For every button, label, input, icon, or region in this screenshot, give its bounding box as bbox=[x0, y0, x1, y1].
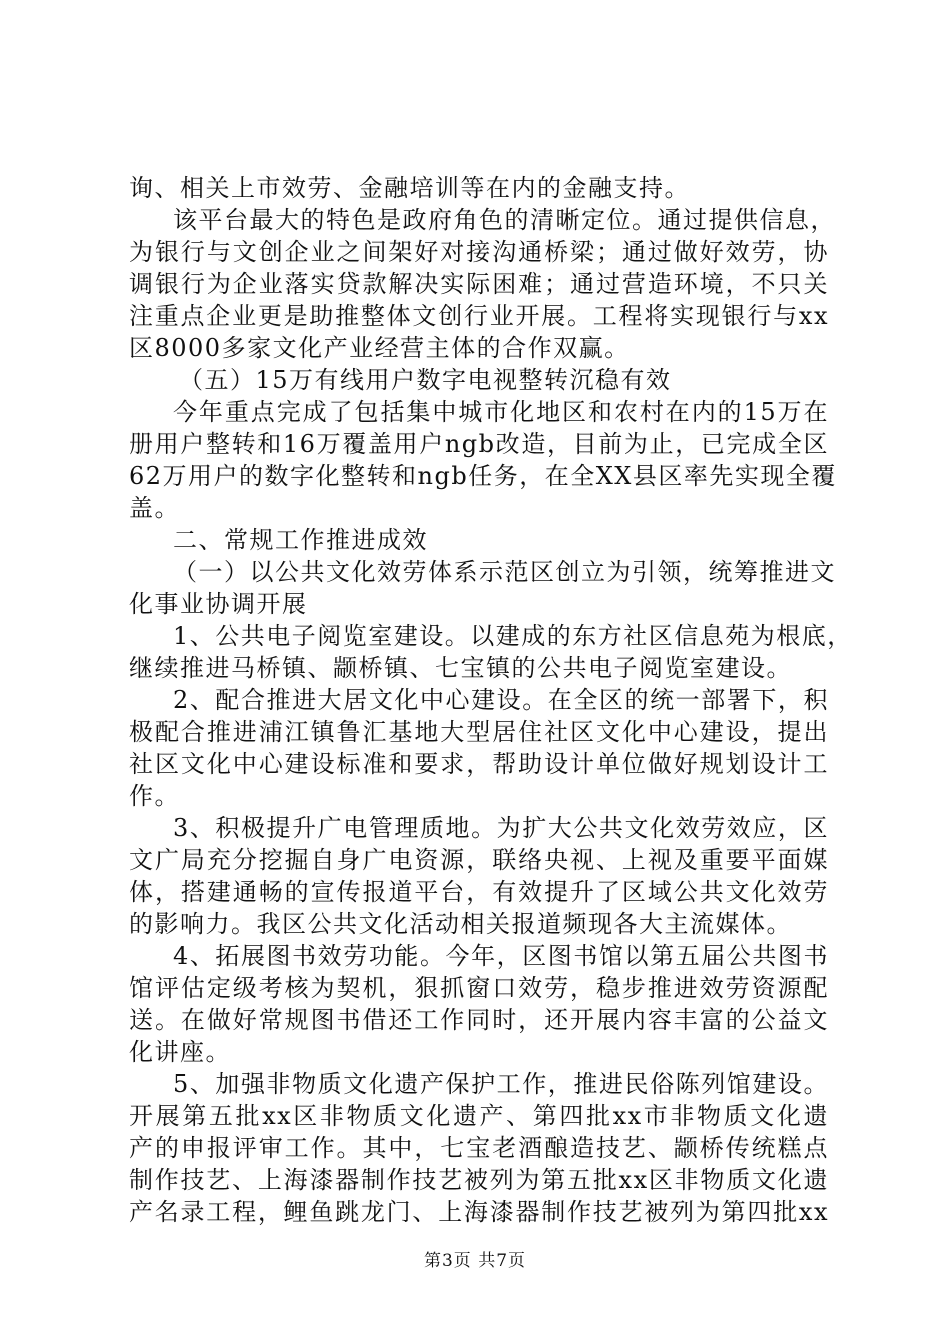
subsection-heading: 化事业协调开展 bbox=[129, 590, 308, 618]
text-line: 制作技艺、上海漆器制作技艺被列为第五批xx区非物质文化遗 bbox=[129, 1166, 829, 1194]
text-line: 作。 bbox=[129, 782, 180, 810]
text-line: 产的申报评审工作。其中，七宝老酒酿造技艺、颛桥传统糕点 bbox=[129, 1134, 829, 1162]
text-line: 继续推进马桥镇、颛桥镇、七宝镇的公共电子阅览室建设。 bbox=[129, 654, 792, 682]
text-line: 调银行为企业落实贷款解决实际困难；通过营造环境，不只关 bbox=[129, 270, 829, 298]
page-number-footer: 第3页 共7页 bbox=[423, 1251, 527, 1271]
text-line: 5、加强非物质文化遗产保护工作，推进民俗陈列馆建设。 bbox=[173, 1070, 829, 1098]
text-line: 社区文化中心建设标准和要求，帮助设计单位做好规划设计工 bbox=[129, 750, 829, 778]
text-line: 询、相关上市效劳、金融培训等在内的金融支持。 bbox=[129, 174, 690, 202]
section-heading: （五）15万有线用户数字电视整转沉稳有效 bbox=[179, 366, 672, 394]
text-line: 4、拓展图书效劳功能。今年，区图书馆以第五届公共图书 bbox=[173, 942, 829, 970]
text-line: 馆评估定级考核为契机，狠抓窗口效劳，稳步推进效劳资源配 bbox=[129, 974, 829, 1002]
text-line: 区8000多家文化产业经营主体的合作双赢。 bbox=[129, 334, 630, 362]
text-line: 送。在做好常规图书借还工作同时，还开展内容丰富的公益文 bbox=[129, 1006, 829, 1034]
text-line: 注重点企业更是助推整体文创行业开展。工程将实现银行与xx bbox=[129, 302, 829, 330]
subsection-heading: （一）以公共文化效劳体系示范区创立为引领，统筹推进文 bbox=[173, 558, 836, 586]
section-heading: 二、常规工作推进成效 bbox=[173, 526, 428, 554]
text-line: 今年重点完成了包括集中城市化地区和农村在内的15万在 bbox=[173, 398, 829, 426]
text-line: 62万用户的数字化整转和ngb任务，在全XX县区率先实现全覆 bbox=[129, 462, 837, 490]
text-line: 盖。 bbox=[129, 494, 180, 522]
text-line: 为银行与文创企业之间架好对接沟通桥梁；通过做好效劳，协 bbox=[129, 238, 829, 266]
text-line: 2、配合推进大居文化中心建设。在全区的统一部署下，积 bbox=[173, 686, 829, 714]
text-line: 极配合推进浦江镇鲁汇基地大型居住社区文化中心建设，提出 bbox=[129, 718, 829, 746]
text-line: 3、积极提升广电管理质地。为扩大公共文化效劳效应，区 bbox=[173, 814, 829, 842]
text-line: 产名录工程，鲤鱼跳龙门、上海漆器制作技艺被列为第四批xx bbox=[129, 1198, 829, 1226]
text-line: 体，搭建通畅的宣传报道平台，有效提升了区域公共文化效劳 bbox=[129, 878, 829, 906]
text-line: 化讲座。 bbox=[129, 1038, 231, 1066]
text-line: 该平台最大的特色是政府角色的清晰定位。通过提供信息， bbox=[173, 206, 836, 234]
text-line: 1、公共电子阅览室建设。以建成的东方社区信息苑为根底， bbox=[173, 622, 853, 650]
text-line: 文广局充分挖掘自身广电资源，联络央视、上视及重要平面媒 bbox=[129, 846, 829, 874]
text-line: 的影响力。我区公共文化活动相关报道频现各大主流媒体。 bbox=[129, 910, 792, 938]
document-body bbox=[129, 172, 853, 1228]
text-line: 册用户整转和16万覆盖用户ngb改造，目前为止，已完成全区 bbox=[129, 430, 829, 458]
text-line: 开展第五批xx区非物质文化遗产、第四批xx市非物质文化遗 bbox=[129, 1102, 829, 1130]
